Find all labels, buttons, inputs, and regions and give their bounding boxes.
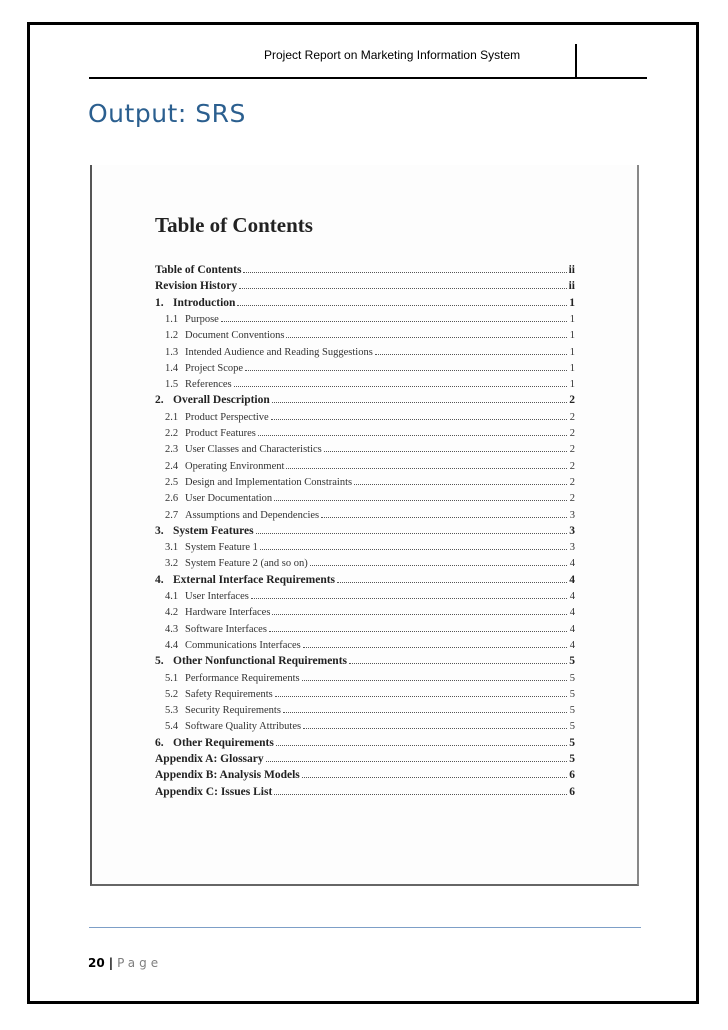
toc-entry-label: Software Interfaces xyxy=(185,623,267,635)
toc-entry-page: 3 xyxy=(569,542,575,554)
toc-dot-leader xyxy=(258,434,567,436)
toc-entry xyxy=(155,767,575,781)
toc-dot-leader xyxy=(274,499,567,501)
toc-entry-page: ii xyxy=(568,264,575,276)
toc-entry-label: Hardware Interfaces xyxy=(185,607,271,619)
toc-entry-label: User Documentation xyxy=(185,493,273,505)
toc-entry-number: 2.7 xyxy=(165,509,179,521)
toc-entry-page: 1 xyxy=(569,330,575,342)
toc-dot-leader xyxy=(286,336,567,338)
toc-entry-number: 2.4 xyxy=(165,460,179,472)
toc-entry-page: 5 xyxy=(569,753,575,765)
toc-entry-label: Operating Environment xyxy=(185,460,285,472)
toc-entry xyxy=(155,637,575,651)
toc-entry-label: Appendix B: Analysis Models xyxy=(155,769,300,782)
toc-dot-leader xyxy=(349,662,567,664)
toc-entry-page: 2 xyxy=(569,428,575,439)
toc-entry-page: 2 xyxy=(569,394,575,407)
toc-entry-label: Table of Contents xyxy=(155,264,242,276)
toc-entry-number: 1.1 xyxy=(165,313,179,325)
toc-entry xyxy=(155,735,575,749)
toc-entry-page: 6 xyxy=(569,785,575,798)
toc-entry-page: 5 xyxy=(569,705,575,717)
toc-entry xyxy=(155,278,575,292)
toc-entry xyxy=(155,555,575,569)
toc-entry-page: 5 xyxy=(569,655,575,668)
toc-entry-page: 2 xyxy=(569,493,575,505)
toc-entry xyxy=(155,572,575,586)
toc-entry-number: 3.2 xyxy=(165,558,179,570)
toc-entry xyxy=(155,490,575,504)
toc-entry-label: Safety Requirements xyxy=(185,688,273,700)
toc-entry-label: User Interfaces xyxy=(185,591,249,602)
toc-entry xyxy=(155,262,575,276)
toc-entry xyxy=(155,458,575,472)
toc-scan-image xyxy=(90,165,639,886)
toc-entry-page: 4 xyxy=(569,591,575,602)
toc-heading: Table of Contents xyxy=(155,213,313,237)
toc-dot-leader xyxy=(256,532,567,534)
toc-dot-leader xyxy=(272,401,567,403)
toc-dot-leader xyxy=(303,727,567,729)
toc-entry xyxy=(155,686,575,700)
toc-entry-number: 6. xyxy=(155,736,164,749)
toc-entry-label: Purpose xyxy=(185,313,219,325)
section-title: Output: SRS xyxy=(88,99,246,128)
toc-entry-label: Intended Audience and Reading Suggestions xyxy=(185,346,373,358)
toc-entry xyxy=(155,507,575,521)
toc-entry-number: 2.5 xyxy=(165,476,179,488)
toc-dot-leader xyxy=(354,483,567,485)
toc-entry-label: Product Perspective xyxy=(185,411,269,423)
toc-entry-page: 3 xyxy=(569,509,575,521)
toc-dot-leader xyxy=(283,711,567,713)
toc-entry-label: Security Requirements xyxy=(185,705,281,717)
toc-entry xyxy=(155,474,575,488)
toc-dot-leader xyxy=(221,320,567,322)
toc-entry-label: Project Scope xyxy=(185,362,244,374)
toc-entry-page: 1 xyxy=(569,362,575,374)
toc-entry-page: 2 xyxy=(569,476,575,488)
toc-entry-number: 2.2 xyxy=(165,428,179,439)
toc-dot-leader xyxy=(272,613,567,615)
toc-entry-label: User Classes and Characteristics xyxy=(185,444,322,456)
toc-dot-leader xyxy=(243,271,566,273)
toc-entry xyxy=(155,295,575,309)
toc-entry-number: 4. xyxy=(155,573,164,586)
toc-dot-leader xyxy=(324,450,567,452)
toc-dot-leader xyxy=(269,630,567,632)
toc-entry xyxy=(155,653,575,667)
toc-entry xyxy=(155,344,575,358)
toc-dot-leader xyxy=(375,353,567,355)
toc-entry-number: 5.3 xyxy=(165,705,179,717)
toc-entry-page: 1 xyxy=(569,313,575,325)
toc-entry xyxy=(155,311,575,325)
toc-entry-label: System Feature 1 xyxy=(185,542,258,554)
toc-entry-page: 3 xyxy=(569,524,575,537)
header-divider-horizontal xyxy=(89,77,647,79)
toc-entry-page: 1 xyxy=(569,379,575,391)
toc-entry-page: ii xyxy=(568,280,575,293)
toc-entry xyxy=(155,539,575,553)
toc-dot-leader xyxy=(310,564,567,566)
toc-entry-number: 5.1 xyxy=(165,672,179,684)
toc-entry-page: 4 xyxy=(569,639,575,651)
toc-entry-number: 2.3 xyxy=(165,444,179,456)
toc-entry-label: Other Requirements xyxy=(173,736,274,749)
toc-entry xyxy=(155,604,575,618)
toc-entry-number: 3.1 xyxy=(165,542,179,554)
toc-entry xyxy=(155,441,575,455)
page-footer xyxy=(88,956,162,970)
toc-entry-label: Overall Description xyxy=(173,394,270,407)
toc-dot-leader xyxy=(274,793,567,795)
toc-entry-label: Assumptions and Dependencies xyxy=(185,509,320,521)
toc-dot-leader xyxy=(276,744,567,746)
toc-entry-number: 1.2 xyxy=(165,330,179,342)
toc-entry-label: Document Conventions xyxy=(185,330,285,342)
toc-entry-number: 1.3 xyxy=(165,346,179,358)
toc-dot-leader xyxy=(303,646,567,648)
toc-dot-leader xyxy=(302,679,567,681)
toc-entry-number: 1.5 xyxy=(165,379,179,391)
toc-entry-number: 5.2 xyxy=(165,688,179,700)
toc-entry-number: 1. xyxy=(155,296,164,309)
toc-entry-page: 4 xyxy=(569,607,575,619)
toc-entry-label: Appendix C: Issues List xyxy=(155,785,273,798)
toc-entry-label: Design and Implementation Constraints xyxy=(185,476,353,488)
toc-entry xyxy=(155,376,575,390)
toc-entry xyxy=(155,409,575,423)
toc-entry-label: Introduction xyxy=(173,296,236,309)
toc-entry-label: System Feature 2 (and so on) xyxy=(185,558,308,570)
toc-dot-leader xyxy=(260,548,567,550)
toc-entry-number: 2.1 xyxy=(165,411,179,423)
toc-entry-label: References xyxy=(185,379,232,391)
toc-entry-label: Other Nonfunctional Requirements xyxy=(173,655,347,668)
toc-dot-leader xyxy=(286,467,567,469)
toc-entry-number: 4.3 xyxy=(165,623,179,635)
toc-entry xyxy=(155,523,575,537)
toc-dot-leader xyxy=(237,304,567,306)
toc-entry-number: 2.6 xyxy=(165,493,179,505)
toc-entry-page: 6 xyxy=(569,769,575,782)
toc-entry xyxy=(155,425,575,439)
toc-entry-number: 5. xyxy=(155,655,164,668)
toc-entry xyxy=(155,327,575,341)
toc-entry-page: 2 xyxy=(569,460,575,472)
toc-dot-leader xyxy=(234,385,567,387)
footer-separator: | xyxy=(108,956,114,970)
page-number: 20 xyxy=(88,956,105,970)
footer-rule xyxy=(89,927,641,928)
running-header: Project Report on Marketing Information System xyxy=(264,48,521,62)
toc-entry-number: 1.4 xyxy=(165,362,179,374)
toc-entry-number: 4.2 xyxy=(165,607,179,619)
toc-entry-page: 5 xyxy=(569,736,575,749)
toc-entry-page: 1 xyxy=(569,346,575,358)
toc-entry-page: 2 xyxy=(569,444,575,456)
toc-dot-leader xyxy=(321,516,567,518)
toc-entry-page: 4 xyxy=(569,558,575,570)
toc-entry-page: 4 xyxy=(569,623,575,635)
toc-entry-label: External Interface Requirements xyxy=(173,573,336,586)
page-label: Page xyxy=(117,956,163,970)
toc-entry-label: System Features xyxy=(173,524,254,537)
toc-entry-label: Communications Interfaces xyxy=(185,639,301,651)
toc-entry xyxy=(155,588,575,602)
toc-entry xyxy=(155,751,575,765)
toc-entry xyxy=(155,702,575,716)
toc-dot-leader xyxy=(302,776,567,778)
toc-entry-label: Software Quality Attributes xyxy=(185,721,302,733)
toc-entry-label: Revision History xyxy=(155,280,238,293)
toc-dot-leader xyxy=(337,581,567,583)
toc-entry-page: 4 xyxy=(569,573,575,586)
toc-entry-label: Appendix A: Glossary xyxy=(155,753,264,765)
toc-dot-leader xyxy=(239,287,567,289)
toc-entry-page: 5 xyxy=(569,688,575,700)
toc-dot-leader xyxy=(271,418,567,420)
toc-entry-number: 4.1 xyxy=(165,591,179,602)
toc-entry-label: Product Features xyxy=(185,428,256,439)
toc-entry xyxy=(155,784,575,798)
header-divider-vertical xyxy=(575,44,577,77)
toc-entry-number: 5.4 xyxy=(165,721,179,733)
toc-entry xyxy=(155,392,575,406)
toc-entry xyxy=(155,718,575,732)
toc-entry-number: 2. xyxy=(155,394,164,407)
toc-dot-leader xyxy=(266,760,567,762)
toc-entry-page: 2 xyxy=(569,411,575,423)
toc-entry xyxy=(155,360,575,374)
toc-entry-page: 1 xyxy=(569,296,575,309)
toc-entry-page: 5 xyxy=(569,672,575,684)
toc-entry xyxy=(155,621,575,635)
toc-entry-number: 3. xyxy=(155,524,164,537)
toc-entry-page: 5 xyxy=(569,721,575,733)
toc-entry-label: Performance Requirements xyxy=(185,672,300,684)
toc-dot-leader xyxy=(245,369,567,371)
toc-entry xyxy=(155,670,575,684)
toc-dot-leader xyxy=(251,597,567,599)
toc-dot-leader xyxy=(275,695,567,697)
toc-entry-number: 4.4 xyxy=(165,639,179,651)
